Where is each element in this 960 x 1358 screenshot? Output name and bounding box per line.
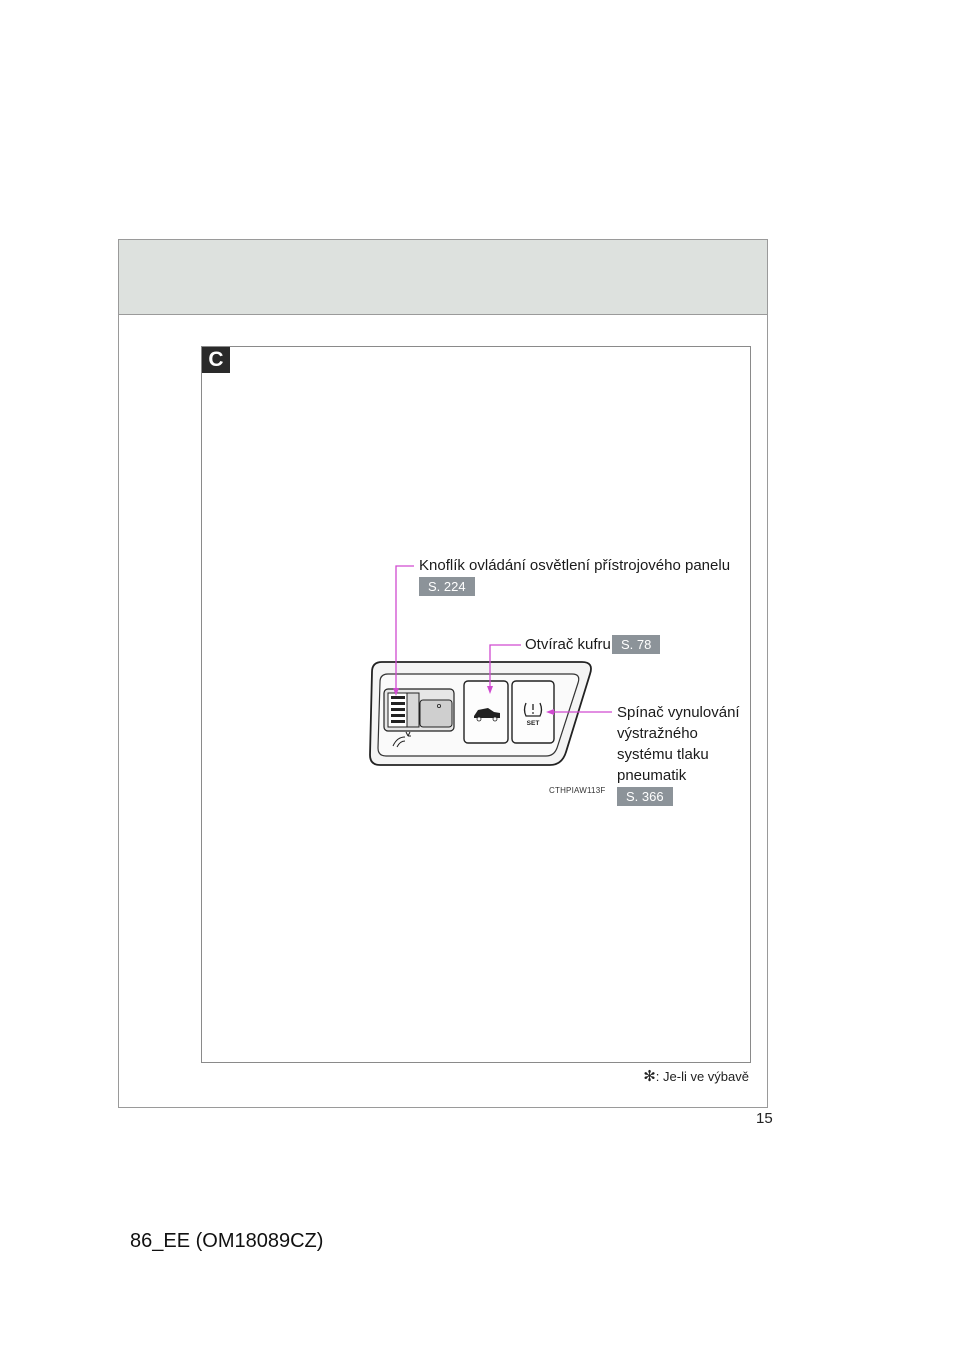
set-label: SET (526, 720, 540, 727)
image-code: CTHPIAW113F (549, 786, 606, 795)
footnote-text: : Je-li ve výbavě (655, 1069, 749, 1084)
tpms-line-3: systému tlaku (617, 746, 709, 763)
dimmer-page-ref[interactable]: S. 224 (419, 577, 475, 596)
tpms-line-1: Spínač vynulování (617, 704, 740, 721)
trunk-callout-label: Otvírač kufru (525, 636, 611, 653)
trunk-page-ref[interactable]: S. 78 (612, 635, 660, 654)
header-band (119, 240, 767, 315)
tpms-page-ref[interactable]: S. 366 (617, 787, 673, 806)
page-number: 15 (756, 1110, 773, 1127)
trunk-car-icon (464, 681, 508, 743)
tpms-line-4: pneumatik (617, 767, 687, 784)
doc-code: 86_EE (OM18089CZ) (130, 1230, 324, 1252)
dimmer-wheel-icon (384, 689, 454, 731)
tpms-line-2: výstražného (617, 725, 698, 742)
switch-panel-illustration (360, 556, 600, 776)
dimmer-callout-label: Knoflík ovládání osvětlení přístrojového panelu (419, 557, 731, 574)
footnote (643, 1067, 749, 1085)
tpms-callout-label (617, 702, 757, 786)
leader-tpms (544, 706, 614, 718)
footnote-asterisk: ✻ (643, 1068, 656, 1085)
section-tab: C (202, 347, 230, 373)
